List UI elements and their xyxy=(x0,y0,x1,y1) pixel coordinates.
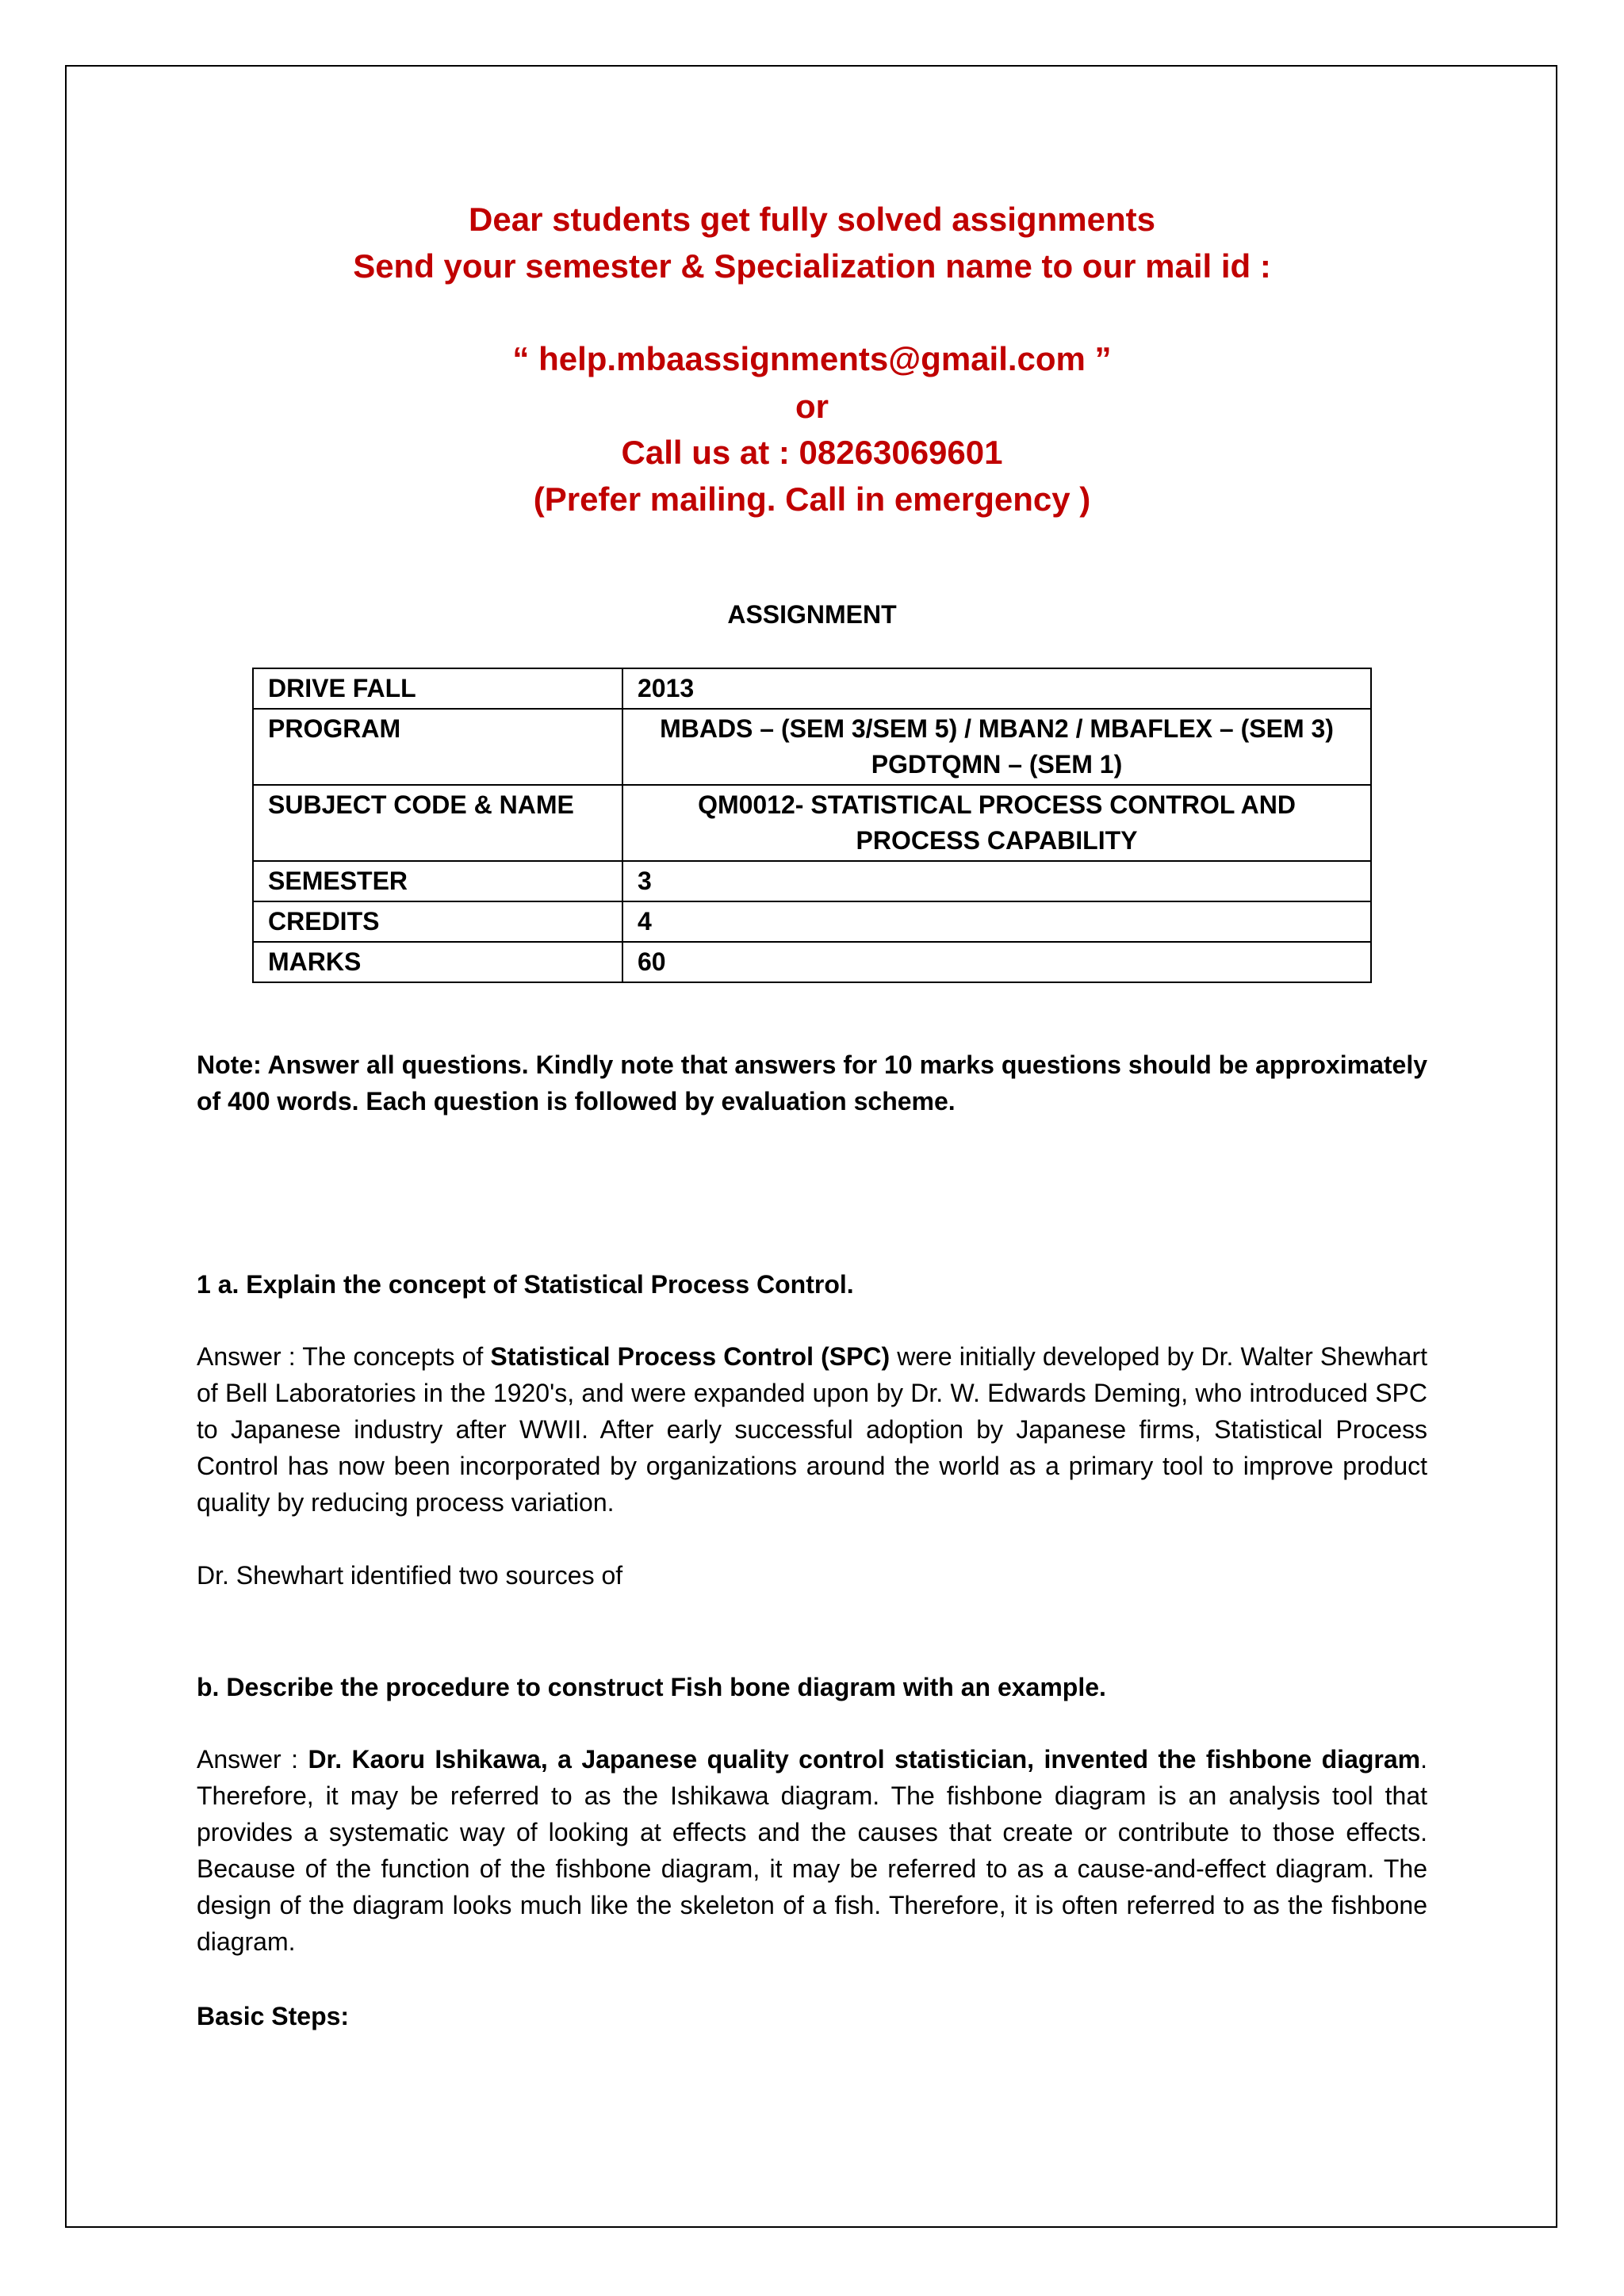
table-row xyxy=(253,942,1371,982)
answer-1a-bold: Statistical Process Control (SPC) xyxy=(490,1342,891,1371)
assignment-info-table xyxy=(252,668,1372,983)
credits-label: CREDITS xyxy=(253,901,622,942)
promo-or: or xyxy=(795,388,829,425)
table-row xyxy=(253,901,1371,942)
question-1b: b. Describe the procedure to construct Fish bone diagram with an example. xyxy=(197,1673,1106,1701)
answer-1b-rest: . Therefore, it may be referred to as the Ishikawa diagram. The fishbone diagram is an analysis tool that provides a systematic way of looking at effects and the causes that create or contribute to those effects. Because of the function of the fishbone diagram, it may be referred to as a cause-and-effect diagram. The design of the diagram looks much like the skeleton of a fish. Therefore, it is often referred to as the fishbone diagram. xyxy=(197,1745,1428,1956)
answer-1b xyxy=(197,1741,1427,1960)
marks-label: MARKS xyxy=(253,942,622,982)
assignment-title: ASSIGNMENT xyxy=(727,600,897,629)
promo-email[interactable]: “ help.mbaassignments@gmail.com ” xyxy=(512,340,1112,377)
answer-1a-rest: were initially developed by Dr. Walter Shewhart of Bell Laboratories in the 1920's, and were expanded upon by Dr. W. Edwards Deming, who introduced SPC to Japanese industry after WWII. After early successful adoption by Japanese firms, Statistical Process Control has now been incorporated by organizations around the world as a primary tool to improve product quality by reducing process variation. xyxy=(197,1342,1428,1517)
promo-prefer: (Prefer mailing. Call in emergency ) xyxy=(533,480,1091,518)
marks-value: 60 xyxy=(622,942,1371,982)
basic-steps: Basic Steps: xyxy=(197,2002,350,2030)
drive-value: 2013 xyxy=(622,668,1371,709)
answer-1b-bold: Dr. Kaoru Ishikawa, a Japanese quality control statistician, invented the fishbone diagram xyxy=(308,1745,1421,1774)
subject-value: QM0012- STATISTICAL PROCESS CONTROL AND PROCESS CAPABILITY xyxy=(622,785,1371,861)
table-row xyxy=(253,668,1371,709)
semester-label: SEMESTER xyxy=(253,861,622,901)
promo-call: Call us at : 08263069601 xyxy=(621,434,1003,471)
table-row xyxy=(253,709,1371,785)
promo-line-1: Dear students get fully solved assignments xyxy=(469,201,1155,238)
shewhart-line: Dr. Shewhart identified two sources of xyxy=(197,1561,623,1590)
promo-line-2: Send your semester & Specialization name to our mail id : xyxy=(353,247,1271,285)
program-label: PROGRAM xyxy=(253,709,622,785)
subject-label: SUBJECT CODE & NAME xyxy=(253,785,622,861)
drive-label: DRIVE FALL xyxy=(253,668,622,709)
credits-value: 4 xyxy=(622,901,1371,942)
program-value: MBADS – (SEM 3/SEM 5) / MBAN2 / MBAFLEX – (SEM 3) PGDTQMN – (SEM 1) xyxy=(622,709,1371,785)
semester-value: 3 xyxy=(622,861,1371,901)
answer-1a xyxy=(197,1338,1427,1521)
question-1a: 1 a. Explain the concept of Statistical Process Control. xyxy=(197,1270,854,1299)
table-row xyxy=(253,785,1371,861)
note: Note: Answer all questions. Kindly note that answers for 10 marks questions should be approximately of 400 words. Each question is followed by evaluation scheme. xyxy=(197,1050,1427,1115)
answer-1b-prefix: Answer : xyxy=(197,1745,308,1774)
answer-1a-prefix: Answer : The concepts of xyxy=(197,1342,491,1371)
table-row xyxy=(253,861,1371,901)
